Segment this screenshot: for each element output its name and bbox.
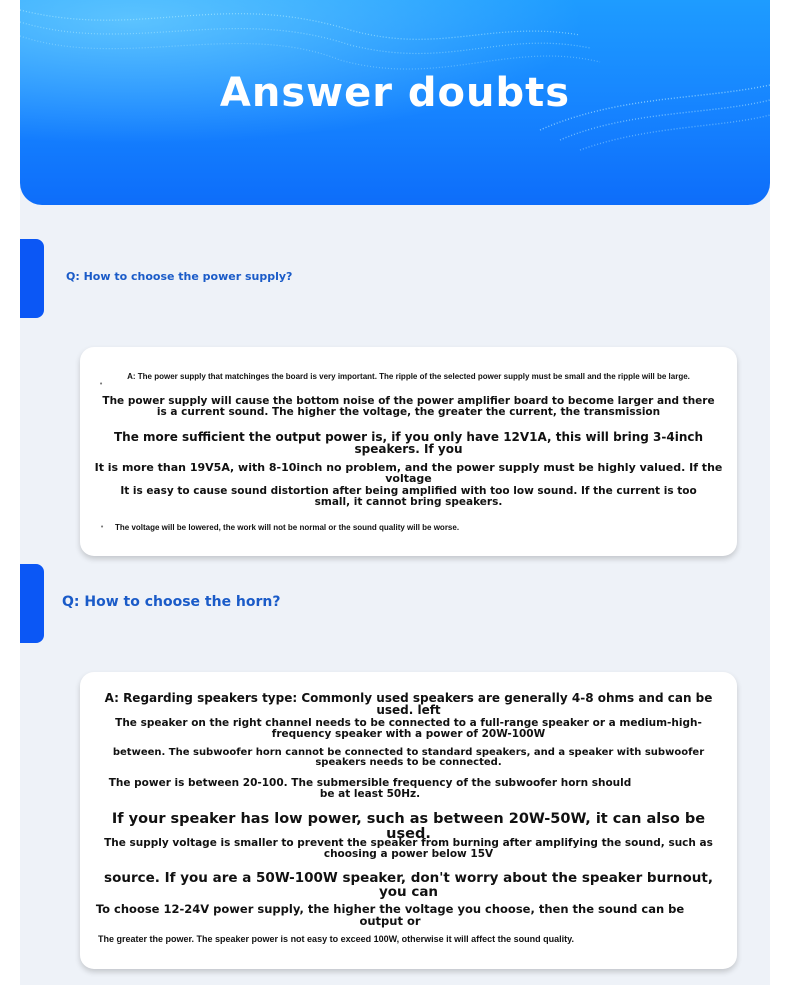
answer-line: The supply voltage is smaller to prevent the speaker from burning after amplifying the sound, such as choosing a power below 15V [104,837,713,860]
answer-line: source. If you are a 50W-100W speaker, don't worry about the speaker burnout, you can [104,870,713,900]
answer-line: To choose 12-24V power supply, the higher the voltage you choose, then the sound can be output or [95,902,685,928]
page-title: Answer doubts [219,70,571,116]
answer-line: The power is between 20-100. The submersible frequency of the subwoofer horn should be at least 50Hz. [108,777,632,800]
answer-line: The more sufficient the output power is, if you only have 12V1A, this will bring 3-4inch speakers. If you [113,430,704,456]
answer-line: It is easy to cause sound distortion after being amplified with too low sound. If the current is too small, it cannot bring speakers. [120,485,697,508]
answer-card-horn [80,672,737,969]
answer-line: A: The power supply that matchinges the board is very important. The ripple of the selected power supply must be small and the ripple will be large. [127,372,690,381]
bullet-mark: • [100,523,105,531]
answer-line: The speaker on the right channel needs to be connected to a full-range speaker or a medium-high-frequency speaker with a power of 20W-100W [115,717,702,740]
answer-card-power-supply [80,347,737,556]
section-tab-marker [20,239,44,318]
answer-line: The voltage will be lowered, the work will not be normal or the sound quality will be worse. [115,523,460,532]
bullet-mark: • [99,380,104,388]
answer-line: It is more than 19V5A, with 8-10inch no problem, and the power supply must be highly valued. If the voltage [94,461,723,485]
section-tab-marker [20,564,44,643]
question-horn: Q: How to choose the horn? [62,594,281,610]
answer-line: between. The subwoofer horn cannot be connected to standard speakers, and a speaker with subwoofer speakers needs to be connected. [112,747,705,768]
header-banner [20,0,770,205]
answer-line: The power supply will cause the bottom noise of the power amplifier board to become larger and there is a current sound. The higher the voltage, the greater the current, the transmission [102,395,715,418]
answer-line: A: Regarding speakers type: Commonly used speakers are generally 4-8 ohms and can be used. left [104,691,713,717]
answer-line: If your speaker has low power, such as between 20W-50W, it can also be used. [111,811,706,842]
question-power-supply: Q: How to choose the power supply? [66,270,293,283]
answer-line: The greater the power. The speaker power is not easy to exceed 100W, otherwise it will affect the sound quality. [98,934,574,944]
